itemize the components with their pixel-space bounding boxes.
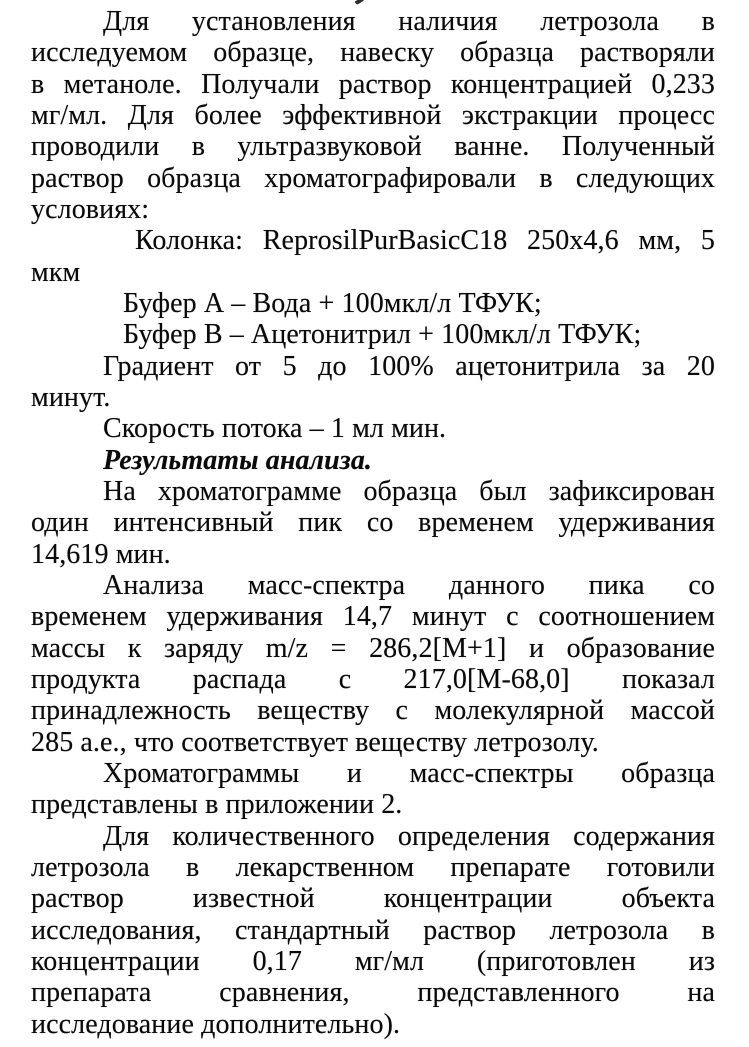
text-line: Результаты анализа.	[103, 444, 373, 476]
text-line: препарата сравнения, представленного на	[31, 977, 715, 1009]
paragraph-sample-preparation	[31, 6, 715, 225]
text-line: Градиент от 5 до 100% ацетонитрила за 20	[103, 350, 715, 382]
text-line: один интенсивный пик со временем удерживания	[31, 507, 715, 539]
text-line: Для установления наличия летрозола в	[103, 6, 715, 37]
text-line: концентрации 0,17 мг/мл (приготовлен из	[31, 945, 715, 977]
text-line: продукта распада с 217,0[M-68,0] показал	[31, 663, 715, 695]
paragraph-gradient	[31, 351, 715, 414]
paragraph-quantitative-determination	[31, 821, 715, 1040]
text-line: представлены в приложении 2.	[31, 789, 403, 821]
text-line: мкм	[31, 256, 81, 288]
text-line: Буфер В – Ацетонитрил + 100мкл/л ТФУК;	[123, 319, 642, 351]
text-line: Скорость потока – 1 мл мин.	[103, 413, 447, 445]
text-line: Для количественного определения содержания	[103, 820, 715, 852]
text-line: исследуемом образце, навеску образца растворяли	[31, 37, 715, 69]
paragraph-column	[31, 225, 715, 288]
text-line: летрозола в лекарственном препарате готовили	[31, 851, 715, 883]
text-line: раствор образца хроматографировали в следующих	[31, 162, 715, 194]
text-line: минут.	[31, 381, 111, 413]
text-line: в метаноле. Получали раствор концентрацией 0,233	[31, 68, 715, 100]
text-line: принадлежность веществу с молекулярной массой	[31, 695, 715, 727]
text-line: раствор известной концентрации объекта	[31, 883, 715, 915]
clipped-previous-line-fragment	[355, 0, 365, 5]
paragraph-appendix-reference	[31, 758, 715, 821]
paragraph-mass-spectrum	[31, 570, 715, 758]
text-line: Колонка: ReprosilPurBasicC18 250x4,6 мм, 5	[135, 225, 715, 257]
paragraph-chromatogram-peak	[31, 476, 715, 570]
paragraph-buffer-b	[31, 319, 715, 350]
text-line: массы к заряду m/z = 286,2[M+1] и образование	[31, 632, 715, 664]
text-line: На хроматограмме образца был зафиксирован	[103, 475, 715, 507]
paragraph-flow-rate	[31, 413, 715, 444]
text-line: 285 а.е., что соответствует веществу летрозолу.	[31, 726, 599, 758]
text-line: мг/мл. Для более эффективной экстракции процесс	[31, 99, 715, 131]
text-line: условиях:	[31, 193, 150, 225]
text-line: 14,619 мин.	[31, 538, 171, 570]
text-line: исследование дополнительно).	[31, 1008, 401, 1040]
text-line: исследования, стандартный раствор летрозола в	[31, 914, 715, 946]
text-line: Хроматограммы и масс-спектры образца	[103, 757, 715, 789]
text-line: Буфер А – Вода + 100мкл/л ТФУК;	[123, 287, 542, 319]
text-block	[31, 6, 715, 1040]
paragraph-buffer-a	[31, 288, 715, 319]
text-line: временем удерживания 14,7 минут с соотношением	[31, 601, 715, 633]
paragraph-results-heading	[31, 445, 715, 476]
text-line: проводили в ультразвуковой ванне. Полученный	[31, 131, 715, 163]
text-line: Анализа масс-спектра данного пика со	[103, 569, 715, 601]
